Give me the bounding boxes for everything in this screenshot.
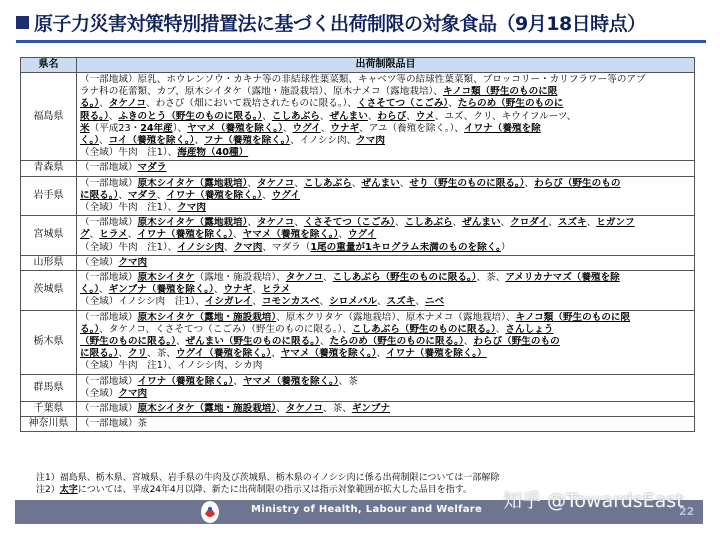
item-text: （全域）牛肉 注1）、 — [80, 147, 178, 159]
restricted-item-new: わらび（野生のもの — [534, 177, 621, 189]
prefecture-cell: 茨城県 — [21, 271, 77, 311]
table-row — [21, 310, 695, 374]
item-text: 、 — [247, 217, 258, 229]
item-text: ）、 — [172, 122, 188, 134]
restricted-item-new: シロメバル — [329, 296, 377, 308]
item-text: 、ユズ、クリ、キウイフルーツ、 — [434, 110, 577, 122]
restricted-item-new: クマ肉 — [233, 241, 263, 253]
items-cell — [77, 402, 695, 417]
item-text: 、 — [323, 272, 333, 284]
item-text: 、 — [463, 336, 474, 348]
restricted-item-new: 原木シイタケ — [137, 272, 195, 284]
restricted-item-new: マダラ — [137, 162, 167, 174]
item-text: 、 — [213, 284, 224, 296]
item-text: （全域） — [80, 256, 119, 268]
item-text: 、 — [99, 135, 109, 147]
restricted-item-new: イワナ（養殖を除 — [464, 122, 541, 134]
items-line — [80, 147, 691, 159]
footnote-1: 注1）福島県、栃木県、宮城県、岩手県の牛肉及び茨城県、栃木県のイノシシ肉に係る出荷制限については一部解除 — [36, 473, 500, 483]
item-text: （一部地域） — [80, 311, 138, 323]
item-text: （一部地域）茶 — [80, 418, 148, 430]
item-text: 、 — [399, 177, 410, 189]
item-text: 、 — [108, 110, 119, 122]
restricted-item-new: 米 — [80, 122, 90, 134]
items-cell — [77, 216, 695, 256]
restricted-item-new: タケノコ — [285, 403, 324, 415]
item-text: 、 — [452, 217, 463, 229]
item-text: （一部地域） — [80, 272, 138, 284]
restricted-item-new: こしあぶら（野生のものに限る。） — [332, 272, 477, 284]
item-text: 、 — [247, 177, 258, 189]
item-text: 、茶 — [338, 375, 358, 387]
item-text: 、 — [319, 336, 330, 348]
restricted-item-new: クマ肉 — [118, 387, 148, 399]
restricted-item-new: ウグイ（養殖を除く。） — [175, 348, 272, 360]
item-text: （全域）牛肉 注1）、イノシシ肉、シカ肉 — [80, 360, 263, 372]
items-line — [80, 242, 691, 254]
restricted-item-new: 限る。） — [80, 110, 109, 122]
items-cell — [77, 271, 695, 311]
prefecture-cell: 福島県 — [21, 73, 77, 161]
restricted-item-new: スズキ — [386, 296, 416, 308]
item-text: 、 — [376, 296, 387, 308]
item-text: 、原木クリタケ（露地栽培）、原木ナメコ（露地栽培）、 — [276, 311, 516, 323]
item-text: 、 — [89, 229, 100, 241]
restricted-item-new: アメリカナマズ（養殖を除 — [505, 272, 620, 284]
item-text: 、 — [548, 217, 558, 229]
item-text: 、 — [252, 284, 262, 296]
restricted-item-new: 1尾の重量が1キログラム未満のものを除く。 — [310, 241, 501, 253]
restricted-item-new: キノコ類（野生のものに限 — [515, 311, 631, 323]
restricted-item-new: ふきのとう（野生のものに限る。） — [118, 110, 263, 122]
item-text: 、 — [276, 403, 286, 415]
item-text: 、 — [233, 375, 243, 387]
item-text: ） — [500, 241, 511, 253]
prefecture-cell: 岩手県 — [21, 176, 77, 216]
restricted-item-new: 原木シイタケ（露地栽培） — [137, 217, 248, 229]
restricted-item-new: イノシシ肉 — [177, 241, 225, 253]
items-line — [80, 111, 691, 123]
restricted-item-new: に限る。） — [80, 189, 119, 201]
items-line — [80, 257, 691, 269]
item-text: （全域）牛肉 注1）、 — [80, 202, 178, 214]
item-text: 、 — [376, 348, 387, 360]
restricted-item-new: クマ肉 — [177, 202, 207, 214]
table-row — [21, 417, 695, 432]
restricted-item-new: ウグイ — [292, 122, 321, 134]
items-line — [80, 312, 691, 324]
restricted-item-new: タケノコ — [257, 217, 295, 229]
item-text: 、茶、 — [476, 272, 506, 284]
table-row — [21, 255, 695, 270]
restricted-item-new: タケノコ — [257, 177, 295, 189]
items-line — [80, 217, 691, 229]
footnote-2: 注2）太字については、平成24年4月以降、新たに出荷制限の指示又は指示対象範囲が拡大した品目を指す。 — [36, 484, 473, 495]
item-text: 、 — [262, 189, 272, 201]
items-line — [80, 418, 691, 430]
restricted-item-new: る。） — [80, 323, 100, 335]
item-text: 、 — [99, 284, 109, 296]
restricted-item-new: ヤマメ（養殖を除く。） — [242, 229, 339, 241]
item-text: 、 — [586, 217, 597, 229]
items-line — [80, 336, 691, 348]
restricted-item-new: イワナ（養殖を除く。） — [137, 375, 234, 387]
item-text: 、 — [524, 177, 535, 189]
restricted-item-new: ヒガンフ — [596, 217, 635, 229]
item-text: （露地・施設栽培）、 — [194, 272, 286, 284]
restricted-item-new: （野生のものに限る。） — [80, 336, 176, 348]
restricted-item-new: さんしょう — [505, 323, 554, 335]
item-text: 、 — [495, 323, 506, 335]
ministry-logo-icon — [200, 500, 220, 524]
restricted-item-new: ヒラメ — [261, 284, 291, 296]
restricted-item-new: ウグイ — [271, 189, 300, 201]
restricted-item-new: こしあぶら（野生のものに限る。） — [351, 323, 496, 335]
restricted-item-new: こしあぶら — [404, 217, 453, 229]
restricted-item-new: クマ肉 — [118, 256, 148, 268]
item-text: 、茶、 — [147, 348, 176, 360]
items-cell — [77, 176, 695, 216]
table-row — [21, 161, 695, 176]
items-line — [80, 98, 691, 110]
restricted-item-new: こしあぶら — [271, 110, 320, 122]
prefecture-cell: 神奈川県 — [21, 417, 77, 432]
restricted-item-new: ウグイ — [347, 229, 377, 241]
item-text: 、 — [320, 122, 331, 134]
restricted-item-new: くさそてつ（こごみ） — [303, 217, 395, 229]
items-cell — [77, 374, 695, 401]
restricted-item-new: 海産物（40種） — [177, 147, 249, 159]
restricted-item-new: イワナ（養殖を除く。） — [137, 229, 234, 241]
table-row — [21, 374, 695, 401]
restricted-item-new: こしあぶら — [303, 177, 352, 189]
item-text: 、アユ（養殖を除く。）、 — [359, 122, 465, 134]
restricted-item-new: 原木シイタケ（露地・施設栽培） — [137, 403, 277, 415]
table-row — [21, 176, 695, 216]
items-line — [80, 388, 691, 400]
item-text: 、 — [406, 110, 416, 122]
page-title: 原子力災害対策特別措置法に基づく出荷制限の対象食品（9月18日時点） — [34, 13, 646, 35]
restricted-item-new: クマ肉 — [356, 135, 385, 147]
restricted-item-new: く。） — [80, 135, 99, 147]
restricted-item-new: る。） — [80, 98, 100, 110]
restricted-item-new: イワナ（養殖を除く。） — [166, 189, 263, 201]
page-number: 22 — [679, 505, 695, 518]
restricted-item-new: ぜんまい — [361, 177, 400, 189]
items-cell — [77, 161, 695, 176]
restricted-item-new: ヤマメ（養殖を除く。） — [187, 122, 283, 134]
column-header-prefecture: 県名 — [21, 58, 77, 73]
prefecture-cell: 青森県 — [21, 161, 77, 176]
item-text: 、 — [233, 229, 243, 241]
items-cell — [77, 255, 695, 270]
restricted-item-new: わらび（野生のもの — [473, 336, 560, 348]
prefecture-cell: 栃木県 — [21, 310, 77, 374]
items-cell — [77, 417, 695, 432]
item-text: 、 — [394, 217, 405, 229]
restricted-item-new: ウメ — [415, 110, 435, 122]
items-line — [80, 190, 691, 202]
items-line — [80, 202, 691, 214]
items-line — [80, 296, 691, 308]
item-text: 、 — [127, 229, 138, 241]
title-bar — [16, 6, 706, 43]
restricted-item-new: たらのめ（野生のものに限る。） — [329, 336, 464, 348]
items-line — [80, 403, 691, 415]
prefecture-cell: 群馬県 — [21, 374, 77, 401]
restriction-table — [20, 57, 695, 432]
item-text: 、 — [282, 122, 293, 134]
restricted-item-new: イシガレイ — [204, 296, 253, 308]
item-text: 、 — [194, 135, 205, 147]
item-text: 、 — [118, 348, 128, 360]
restricted-item-new: 原木シイタケ（露地・施設栽培） — [137, 311, 277, 323]
items-line — [80, 74, 691, 86]
restricted-item-new: ギンブナ — [351, 403, 391, 415]
restricted-item-new: ヤマメ（養殖を除く。） — [280, 348, 377, 360]
item-text: 、 — [99, 98, 109, 110]
item-text: （一部地域） — [80, 177, 138, 189]
items-line — [80, 178, 691, 190]
item-text: （一部地域） — [80, 375, 138, 387]
items-cell — [77, 73, 695, 161]
table-row — [21, 216, 695, 256]
item-text: （一部地域）原乳、ホウレンソウ・カキナ等の非結球性葉菜類、キャベツ等の結球性葉菜類、ブロッコリー・カリフラワー等のアブ — [80, 74, 646, 85]
item-text: （全域） — [80, 387, 119, 399]
restricted-item-new: く。） — [80, 284, 99, 296]
restricted-item-new: ニベ — [424, 296, 445, 308]
items-line — [80, 135, 691, 147]
items-line — [80, 284, 691, 296]
table-row — [21, 402, 695, 417]
item-text: 、タケノコ、くさそてつ（こごみ）（野生のものに限る。）、 — [99, 323, 352, 335]
restricted-item-new: ウナギ — [330, 122, 360, 134]
item-text: 、 — [338, 229, 348, 241]
restricted-item-new: タケノコ — [108, 98, 147, 110]
items-line — [80, 348, 691, 360]
items-line — [80, 86, 691, 98]
item-text: 、イノシシ肉、 — [290, 135, 357, 147]
items-line — [80, 376, 691, 388]
watermark: 知乎 @TowardsEast — [503, 490, 684, 512]
restricted-item-new: ぜんまい（野生のものに限る。） — [185, 336, 320, 348]
restricted-item-new: コモンカスベ — [261, 296, 320, 308]
item-text: 、 — [271, 348, 281, 360]
prefecture-cell: 千葉県 — [21, 402, 77, 417]
restricted-item-new: たらのめ（野生のものに — [457, 98, 564, 110]
restricted-item-new: キノコ類（野生のものに限 — [442, 86, 558, 98]
item-text: 、 — [448, 98, 458, 110]
restricted-item-new: ギンブナ（養殖を除く。） — [108, 284, 214, 296]
restricted-item-new: ぜんまい — [329, 110, 368, 122]
items-line — [80, 123, 691, 135]
restricted-item-new: せり（野生のものに限る。） — [409, 177, 525, 189]
item-text: 、 — [367, 110, 378, 122]
restricted-item-new: マダラ — [127, 189, 157, 201]
restricted-item-new: ヒラメ — [99, 229, 128, 241]
item-text: 、 — [224, 241, 234, 253]
item-text: 、 — [252, 296, 262, 308]
restricted-item-new: クリ — [127, 348, 148, 360]
item-text: （平成23・ — [89, 122, 141, 134]
table-row — [21, 271, 695, 311]
restricted-item-new: スズキ — [557, 217, 587, 229]
item-text: 、 — [175, 336, 186, 348]
restricted-item-new: フナ（養殖を除く。） — [204, 135, 291, 147]
restricted-item-new: くさそてつ（こごみ） — [357, 98, 449, 110]
column-header-items: 出荷制限品目 — [77, 58, 695, 73]
item-text: （一部地域） — [80, 217, 138, 229]
restricted-item-new: 原木シイタケ（露地栽培） — [137, 177, 248, 189]
item-text: 、茶、 — [323, 403, 352, 415]
item-text: 、 — [294, 177, 304, 189]
ministry-name: Ministry of Health, Labour and Welfare — [251, 504, 483, 515]
item-text: 、 — [118, 189, 128, 201]
restricted-item-new: 24年産 — [140, 122, 173, 134]
item-text: 、 — [156, 189, 167, 201]
item-text: 、 — [319, 110, 330, 122]
restricted-item-new: わらび — [377, 110, 407, 122]
item-text: 、わさび（畑において栽培されたものに限る。）、 — [146, 98, 358, 110]
item-text: 、 — [351, 177, 362, 189]
restricted-item-new: タケノコ — [285, 272, 324, 284]
item-text: 、 — [294, 217, 304, 229]
items-line — [80, 229, 691, 241]
prefecture-cell: 山形県 — [21, 255, 77, 270]
table-row — [21, 73, 695, 161]
prefecture-cell: 宮城県 — [21, 216, 77, 256]
restricted-item-new: グ — [80, 229, 90, 241]
item-text: 、マダラ（ — [262, 241, 311, 253]
items-line — [80, 360, 691, 372]
restricted-item-new: コイ（養殖を除く。） — [108, 135, 195, 147]
footnotes — [36, 473, 499, 496]
bold-keyword: 太字 — [59, 484, 78, 495]
restricted-item-new: に限る。） — [80, 348, 119, 360]
item-text: ラナ科の花蕾類、カブ、原木シイタケ（露地・施設栽培）、原木ナメコ（露地栽培）、 — [80, 86, 443, 98]
restricted-item-new: ヤマメ（養殖を除く。） — [242, 375, 339, 387]
restricted-item-new: ぜんまい — [462, 217, 501, 229]
items-line — [80, 324, 691, 336]
items-line — [80, 272, 691, 284]
items-line — [80, 162, 691, 174]
restricted-item-new: イワナ（養殖を除く。） — [386, 348, 487, 360]
item-text: （全域）イノシシ肉 注1）、 — [80, 296, 205, 308]
item-text: 、 — [319, 296, 330, 308]
restricted-item-new: クロダイ — [510, 217, 549, 229]
item-text: （一部地域） — [80, 403, 138, 415]
title-bullet-icon — [16, 16, 29, 29]
item-text: （全域）牛肉 注1）、 — [80, 241, 178, 253]
item-text: 、 — [262, 110, 272, 122]
restricted-item-new: ウナギ — [223, 284, 253, 296]
items-cell — [77, 310, 695, 374]
item-text: （一部地域） — [80, 162, 138, 174]
item-text: 、 — [500, 217, 511, 229]
item-text: 、 — [415, 296, 425, 308]
